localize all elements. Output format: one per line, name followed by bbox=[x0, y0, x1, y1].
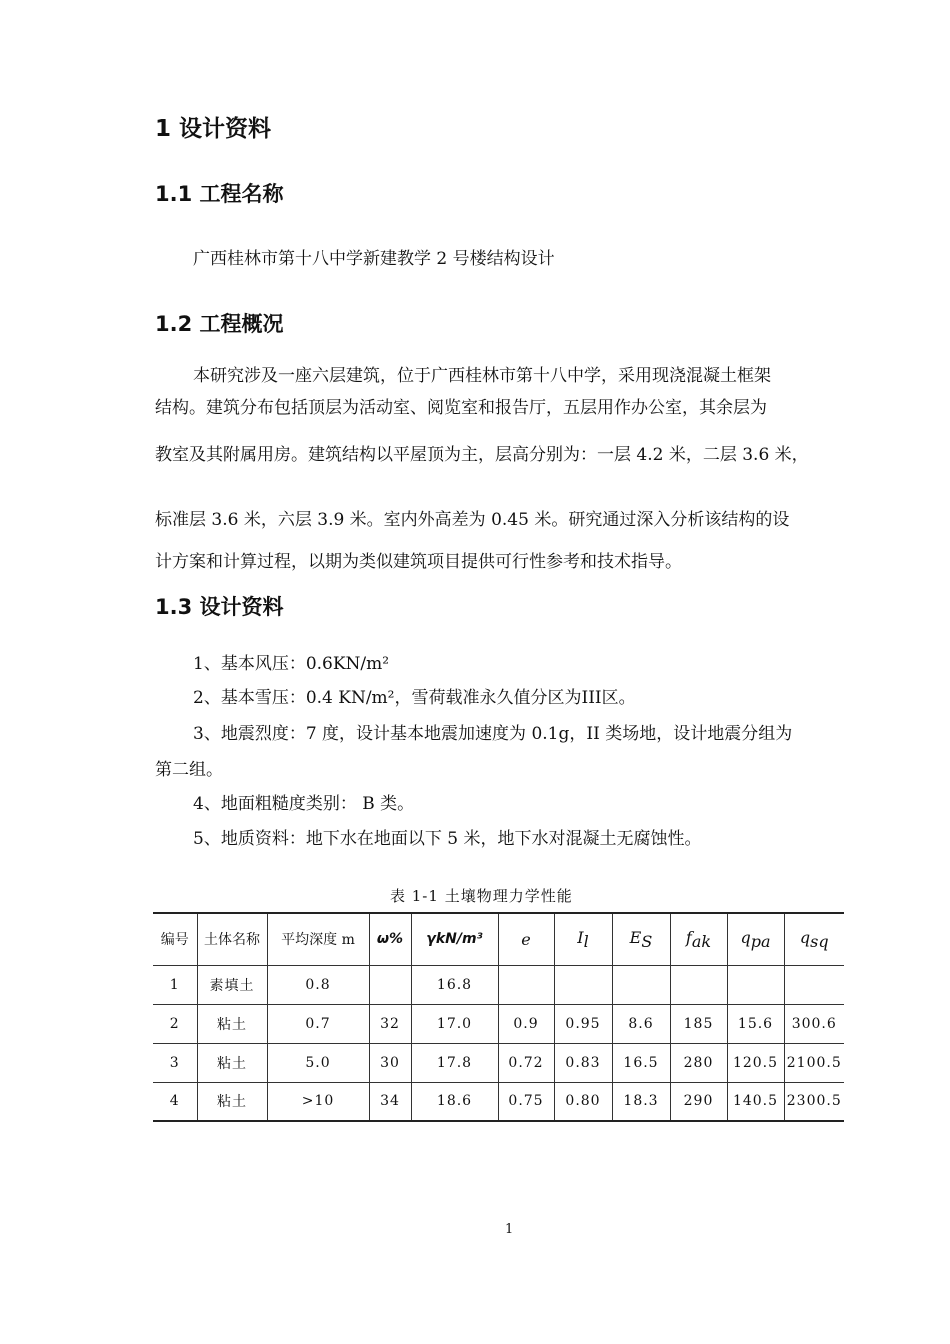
cell-qsq: 2100.5 bbox=[784, 1043, 844, 1082]
cell-depth: 0.7 bbox=[267, 1004, 369, 1043]
overview-line: 教室及其附属用房。建筑结构以平屋顶为主，层高分别为：一层 4.2 米，二层 3.6 米， bbox=[155, 445, 809, 465]
header-qpa-main: q bbox=[740, 927, 751, 947]
cell-water-content: 32 bbox=[369, 1004, 411, 1043]
design-item: 3、地震烈度：7 度，设计基本地震加速度为 0.1g，II 类场地，设计地震分组为 bbox=[193, 724, 793, 744]
page-number: 1 bbox=[505, 1222, 514, 1237]
cell-qsq bbox=[784, 965, 844, 1004]
cell-no: 3 bbox=[153, 1043, 197, 1082]
soil-properties-table bbox=[153, 912, 844, 1122]
design-item: 第二组。 bbox=[155, 760, 223, 780]
header-qsq bbox=[784, 913, 844, 965]
header-water-content bbox=[369, 913, 411, 965]
cell-liquidity-index: 0.83 bbox=[554, 1043, 612, 1082]
table-row bbox=[153, 965, 844, 1004]
header-qpa-sub: pa bbox=[750, 931, 771, 951]
table-caption: 表 1-1 土壤物理力学性能 bbox=[390, 887, 573, 905]
cell-void-ratio: 0.72 bbox=[498, 1043, 554, 1082]
header-il-main: I bbox=[577, 927, 584, 947]
overview-line: 本研究涉及一座六层建筑，位于广西桂林市第十八中学，采用现浇混凝土框架 bbox=[193, 366, 771, 386]
cell-water-content bbox=[369, 965, 411, 1004]
chapter-heading: 1 设计资料 bbox=[155, 116, 272, 142]
cell-qpa bbox=[727, 965, 784, 1004]
header-fak-sub: ak bbox=[691, 931, 712, 951]
design-item: 2、基本雪压：0.4 KN/m²，雪荷载准永久值分区为III区。 bbox=[193, 688, 636, 708]
header-depth: 平均深度 m bbox=[267, 913, 369, 965]
header-liquidity-index bbox=[554, 913, 612, 965]
header-bearing-capacity bbox=[670, 913, 727, 965]
header-qsq-sub: sq bbox=[810, 931, 829, 951]
cell-no: 1 bbox=[153, 965, 197, 1004]
header-unit-weight bbox=[411, 913, 498, 965]
table-row bbox=[153, 1004, 844, 1043]
overview-line: 标准层 3.6 米，六层 3.9 米。室内外高差为 0.45 米。研究通过深入分析该结构的设 bbox=[155, 510, 790, 530]
cell-qsq: 2300.5 bbox=[784, 1082, 844, 1121]
design-item: 5、地质资料：地下水在地面以下 5 米，地下水对混凝土无腐蚀性。 bbox=[193, 829, 702, 849]
project-name: 广西桂林市第十八中学新建教学 2 号楼结构设计 bbox=[193, 249, 555, 269]
design-item: 1、基本风压：0.6KN/m² bbox=[193, 654, 390, 674]
cell-liquidity-index bbox=[554, 965, 612, 1004]
header-qpa bbox=[727, 913, 784, 965]
cell-void-ratio: 0.9 bbox=[498, 1004, 554, 1043]
cell-bearing-capacity: 290 bbox=[670, 1082, 727, 1121]
cell-qpa: 120.5 bbox=[727, 1043, 784, 1082]
cell-void-ratio bbox=[498, 965, 554, 1004]
cell-no: 4 bbox=[153, 1082, 197, 1121]
section-heading-1-3: 1.3 设计资料 bbox=[155, 595, 284, 619]
cell-void-ratio: 0.75 bbox=[498, 1082, 554, 1121]
cell-depth: 0.8 bbox=[267, 965, 369, 1004]
cell-compression-modulus bbox=[612, 965, 670, 1004]
cell-compression-modulus: 16.5 bbox=[612, 1043, 670, 1082]
overview-line: 结构。建筑分布包括顶层为活动室、阅览室和报告厅，五层用作办公室，其余层为 bbox=[155, 398, 767, 418]
cell-liquidity-index: 0.95 bbox=[554, 1004, 612, 1043]
cell-water-content: 34 bbox=[369, 1082, 411, 1121]
cell-no: 2 bbox=[153, 1004, 197, 1043]
header-il-sub: l bbox=[583, 931, 589, 951]
cell-bearing-capacity: 185 bbox=[670, 1004, 727, 1043]
cell-bearing-capacity: 280 bbox=[670, 1043, 727, 1082]
cell-qpa: 15.6 bbox=[727, 1004, 784, 1043]
cell-unit-weight: 17.8 bbox=[411, 1043, 498, 1082]
cell-compression-modulus: 8.6 bbox=[612, 1004, 670, 1043]
cell-unit-weight: 18.6 bbox=[411, 1082, 498, 1121]
cell-soil-name: 素填土 bbox=[197, 965, 267, 1004]
cell-soil-name: 粘土 bbox=[197, 1082, 267, 1121]
cell-depth: 5.0 bbox=[267, 1043, 369, 1082]
header-unit-weight-label: γkN/m³ bbox=[426, 931, 483, 948]
section-heading-1-2: 1.2 工程概况 bbox=[155, 312, 284, 336]
cell-qpa: 140.5 bbox=[727, 1082, 784, 1121]
cell-soil-name: 粘土 bbox=[197, 1043, 267, 1082]
header-void-ratio-label: e bbox=[521, 929, 531, 949]
overview-line: 计方案和计算过程，以期为类似建筑项目提供可行性参考和技术指导。 bbox=[155, 552, 682, 572]
cell-unit-weight: 16.8 bbox=[411, 965, 498, 1004]
header-es-main: E bbox=[629, 927, 642, 947]
header-es-sub: S bbox=[641, 931, 653, 951]
header-no: 编号 bbox=[153, 913, 197, 965]
header-compression-modulus bbox=[612, 913, 670, 965]
header-fak-main: f bbox=[685, 927, 692, 947]
table-header-row bbox=[153, 913, 844, 965]
table-row bbox=[153, 1043, 844, 1082]
cell-qsq: 300.6 bbox=[784, 1004, 844, 1043]
cell-soil-name: 粘土 bbox=[197, 1004, 267, 1043]
cell-liquidity-index: 0.80 bbox=[554, 1082, 612, 1121]
cell-compression-modulus: 18.3 bbox=[612, 1082, 670, 1121]
header-void-ratio bbox=[498, 913, 554, 965]
section-heading-1-1: 1.1 工程名称 bbox=[155, 182, 284, 206]
cell-water-content: 30 bbox=[369, 1043, 411, 1082]
cell-depth: >10 bbox=[267, 1082, 369, 1121]
header-soil-name: 土体名称 bbox=[197, 913, 267, 965]
header-water-content-label: ω% bbox=[376, 931, 404, 948]
cell-bearing-capacity bbox=[670, 965, 727, 1004]
header-qsq-main: q bbox=[799, 927, 811, 947]
cell-unit-weight: 17.0 bbox=[411, 1004, 498, 1043]
design-item: 4、地面粗糙度类别： B 类。 bbox=[193, 794, 415, 814]
table-row bbox=[153, 1082, 844, 1121]
